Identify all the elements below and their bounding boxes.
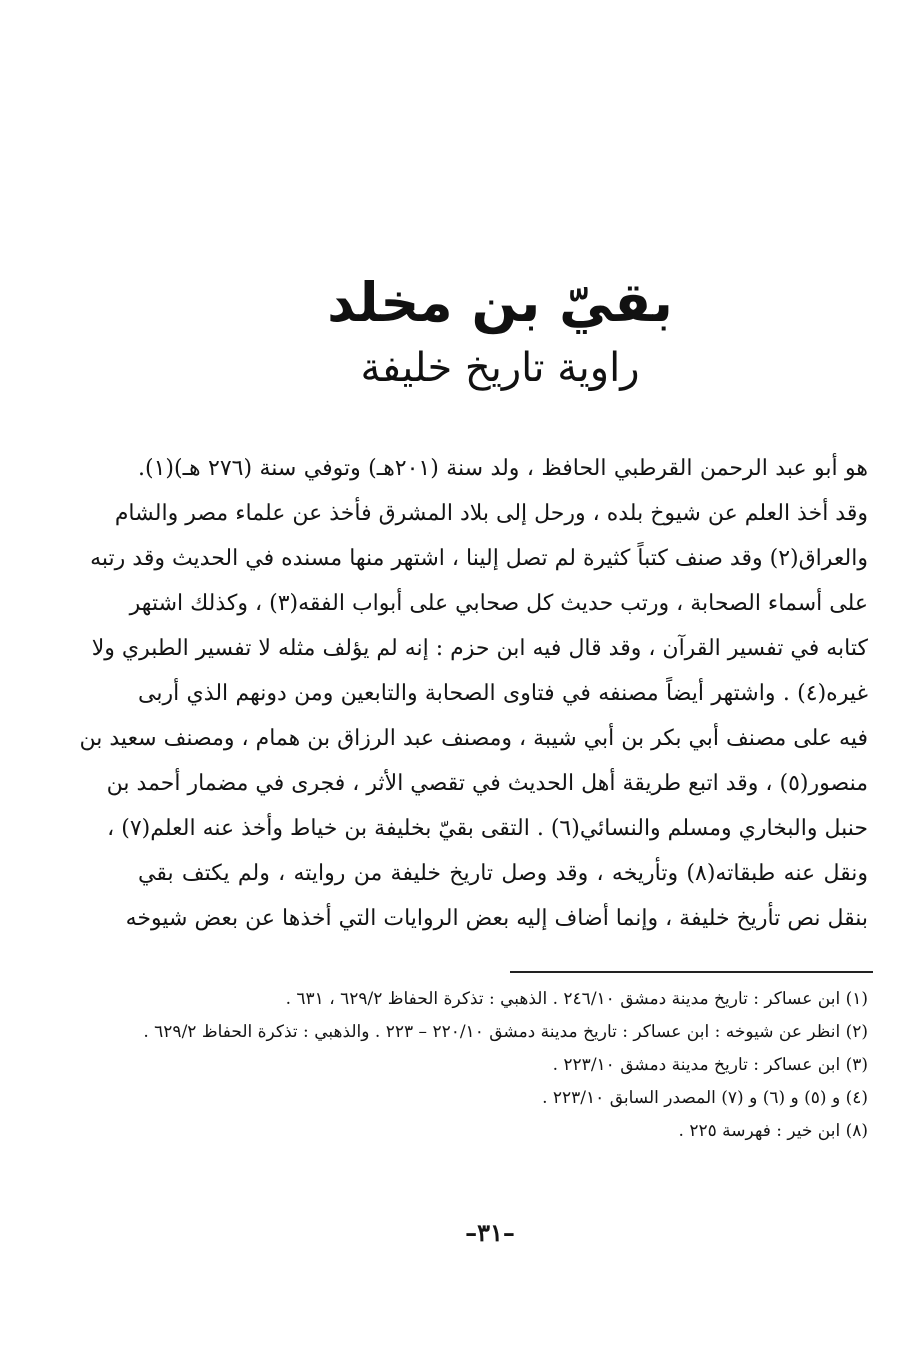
body-line: وقد أخذ العلم عن شيوخ بلده ، ورحل إلى بلاد المشرق فأخذ عن علماء مصر والشام bbox=[114, 501, 868, 526]
page-number: –٣١– bbox=[465, 1218, 515, 1247]
footnote: (٣) ابن عساكر : تاريخ مدينة دمشق ٢٢٣/١٠ . bbox=[552, 1055, 868, 1075]
page-subtitle: راوية تاريخ خليفة bbox=[360, 345, 640, 391]
body-line: ونقل عنه طبقاته(٨) وتأريخه ، وقد وصل تاريخ خليفة من روايته ، ولم يكتف بقي bbox=[138, 861, 868, 886]
footnotes bbox=[130, 986, 868, 1151]
body-line: بنقل نص تأريخ خليفة ، وإنما أضاف إليه بعض الروايات التي أخذها عن بعض شيوخه bbox=[125, 906, 868, 931]
footnote: (٢) انظر عن شيوخه : ابن عساكر : تاريخ مدينة دمشق ٢٢٠/١٠ – ٢٢٣ . والذهبي : تذكرة الحفاظ ٦٢٩/٢ . bbox=[143, 1022, 868, 1042]
body-line: كتابه في تفسير القرآن ، وقد قال فيه ابن حزم : إنه لم يؤلف مثله لا تفسير الطبري ولا bbox=[91, 636, 868, 661]
body-line: غيره(٤) . واشتهر أيضاً مصنفه في فتاوى الصحابة والتابعين ومن دونهم الذي أربى bbox=[138, 681, 868, 706]
footnote: (٨) ابن خير : فهرسة ٢٢٥ . bbox=[678, 1121, 868, 1141]
body-line: حنبل والبخاري ومسلم والنسائي(٦) . التقى بقيّ بخليفة بن خياط وأخذ عنه العلم(٧) ، bbox=[107, 816, 868, 841]
body-text bbox=[79, 446, 868, 941]
page-title: بقيّ بن مخلد bbox=[327, 271, 673, 334]
footnote: (١) ابن عساكر : تاريخ مدينة دمشق ٢٤٦/١٠ . الذهبي : تذكرة الحفاظ ٦٢٩/٢ ، ٦٣١ . bbox=[285, 989, 868, 1009]
body-line: هو أبو عبد الرحمن القرطبي الحافظ ، ولد سنة (٢٠١هـ) وتوفي سنة (٢٧٦ هـ)(١). bbox=[138, 456, 868, 481]
body-line: على أسماء الصحابة ، ورتب حديث كل صحابي على أبواب الفقه(٣) ، وكذلك اشتهر bbox=[129, 591, 868, 616]
body-line: فيه على مصنف أبي بكر بن أبي شيبة ، ومصنف عبد الرزاق بن همام ، ومصنف سعيد بن bbox=[79, 726, 868, 751]
body-line: منصور(٥) ، وقد اتبع طريقة أهل الحديث في تقصي الأثر ، فجرى في مضمار أحمد بن bbox=[106, 771, 868, 796]
footnote: (٤) و (٥) و (٦) و (٧) المصدر السابق ٢٢٣/١٠ . bbox=[542, 1088, 868, 1108]
footnote-divider bbox=[510, 971, 873, 973]
body-line: والعراق(٢) وقد صنف كتباً كثيرة لم تصل إلينا ، اشتهر منها مسنده في الحديث وقد رتبه bbox=[90, 546, 868, 571]
